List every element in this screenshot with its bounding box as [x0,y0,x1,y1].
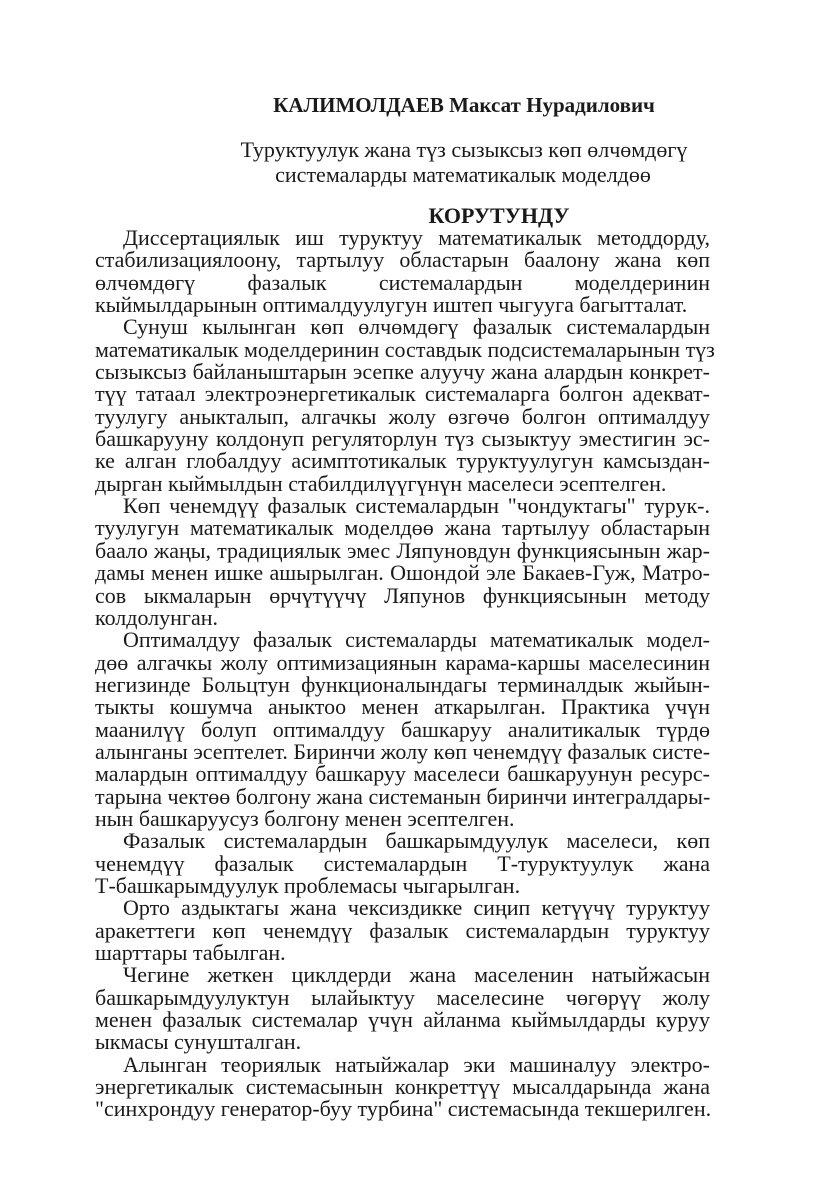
text-line: тыкты кошумча аныктоо менен аткарылган. Практика үчүн [95,694,710,720]
text-line: сызыксыз байланыштарын эсепке алуучу жана алардын конкрет- [95,359,710,385]
text-line: сов ыкмаларын өрчүтүүчү Ляпунов функциясынын методу [95,582,710,608]
author-given-name: Максат Нурадилович [449,93,655,117]
text-line: Көп ченемдүү фазалык системалардын "чондуктагы" турук-. [123,493,710,519]
text-line: Чегине жеткен циклдерди жана маселенин натыйжасын [123,962,710,988]
text-line: туулугу аныкталып, алгачкы жолу өзгөчө болгон оптималдуу [95,403,710,429]
text-line: маанилүү болуп оптималдуу башкаруу аналитикалык түрдө [95,716,710,742]
text-line: тарына чектөө болгону жана системанын биринчи интегралдары- [95,783,711,809]
text-line: Фазалык системалардын башкарымдуулук маселеси, көп [123,828,710,854]
paragraph [95,830,710,897]
text-line: алынганы эсептелет. Биринчи жолу көп ченемдүү фазалык систе- [95,738,711,764]
text-line: малардын оптималдуу башкаруу маселеси башкаруунун ресурс- [95,761,710,787]
text-line: дөө алгачкы жолу оптимизациянын карама-каршы маселесинин [95,649,710,675]
title-line: Туруктуулук жана түз сызыксыз көп өлчөмдөгү [240,137,688,162]
text-line: ке алган глобалдуу асимптотикалык туруктуулугун камсыздан- [95,448,710,474]
text-line: өлчөмдөгү фазалык системалардын моделдеринин [95,269,710,295]
text-line: түү татаал электроэнергетикалык системаларга болгон адекват- [95,381,710,407]
summary-body [95,225,715,1122]
paragraph [95,964,710,1053]
paragraph [95,897,710,964]
paragraph [95,629,710,830]
paragraph [95,314,715,496]
author-surname: КАЛИМОЛДАЕВ [273,93,444,117]
text-line: менен фазалык системалар үчүн айланма кыймылдарды куруу [95,1007,710,1033]
text-line: кыймылдарынын оптималдуулугун иштеп чыгууга багытталат. [95,292,688,318]
text-line: колдолунган. [95,604,218,630]
text-line: "синхрондуу генератор-буу турбина" системасында текшерилген. [95,1096,712,1122]
text-line: негизинде Больцтун функционалындагы терминалдык жыйын- [95,671,710,697]
section-heading-text: КОРУТУНДУ [428,203,570,228]
text-line: дамы менен ишке ашырылган. Ошондой эле Бакаев-Гуж, Матро- [95,560,710,586]
text-line: Т-башкарымдуулук проблемасы чыгарылган. [95,872,521,898]
text-line: туулугун математикалык моделдөө жана тартылуу областарын [95,515,710,541]
text-line: ыкмасы сунушталган. [95,1029,302,1055]
text-line: баало жаңы, традициялык эмес Ляпуновдун функциясынын жар- [95,537,710,563]
text-line: башкарымдуулуктун ылайыктуу маселесине чөгөрүү жолу [95,984,710,1010]
text-line: башкарууну колдонуп регуляторлун түз сызыктуу эместигин эс- [95,426,710,452]
text-line: ченемдүү фазалык системалардын Т-туруктуулук жана [95,850,710,876]
text-line: стабилизациялоону, тартылуу областарын баалону жана көп [95,247,710,273]
paragraph [95,1051,712,1122]
text-line: Сунуш кылынган көп өлчөмдөгү фазалык системалардын [123,314,710,340]
text-line: математикалык моделдеринин составдык подсистемаларынын түз [95,336,715,362]
text-line: дырган кыймылдын стабилдилүүгүнүн маселеси эсептелген. [95,470,667,496]
paragraph [95,227,710,316]
paragraph [95,495,710,629]
text-line: Алынган теориялык натыйжалар эки машиналуу электро- [123,1051,710,1077]
text-line: нын башкаруусуз болгону менен эсептелген. [95,805,515,831]
text-line: Диссертациялык иш туруктуу математикалык методдорду, [123,225,710,250]
text-line: шарттары табылган. [95,940,286,965]
text-line: Оптималдуу фазалык системаларды математикалык модел- [123,627,710,653]
title-line: системаларды математикалык моделдөө [275,162,651,187]
text-line: аракеттеги көп ченемдүү фазалык системалардын туруктуу [95,917,710,943]
document-title [0,137,818,187]
text-line: энергетикалык системасынын конкреттүү мысалдарында жана [95,1074,710,1100]
text-line: Орто аздыктагы жана чексиздикке сиңип кетүүчү туруктуу [123,895,710,921]
author-name [0,92,818,118]
